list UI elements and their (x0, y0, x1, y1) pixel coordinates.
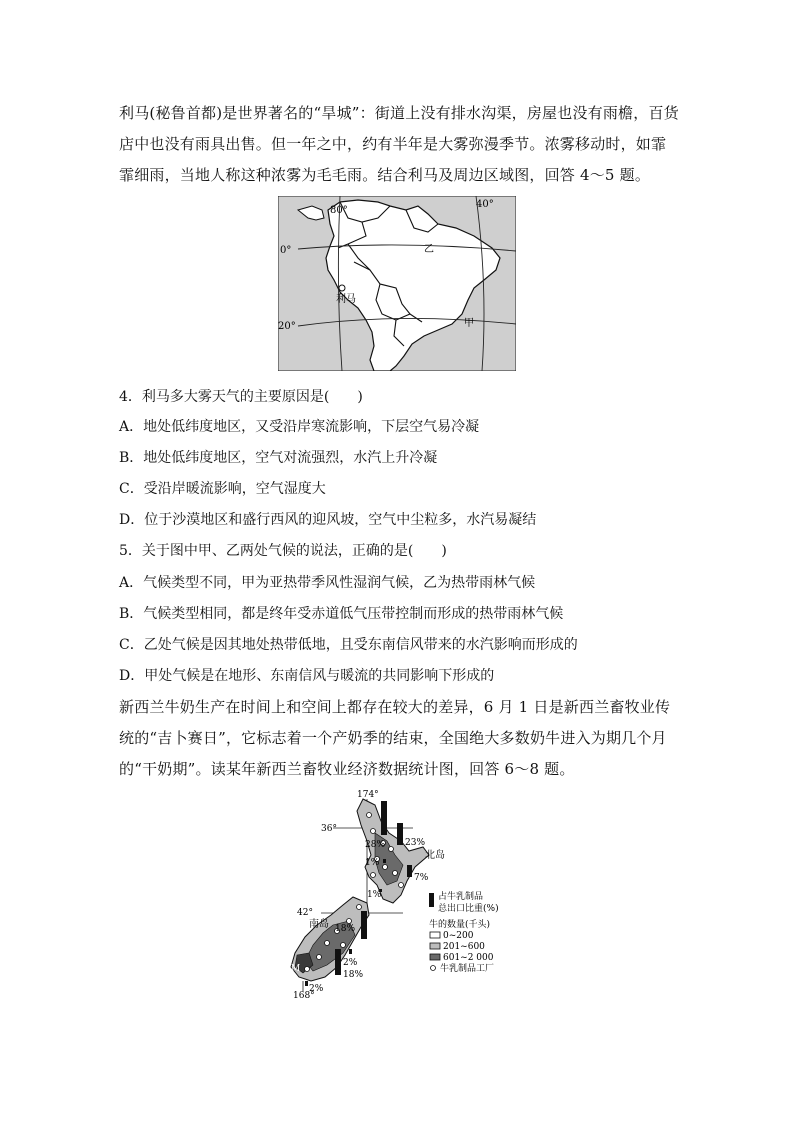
pct-label: 7% (414, 873, 429, 883)
q4-stem: 4．利马多大雾天气的主要原因是( ) (119, 389, 363, 405)
jia-label: 甲 (464, 318, 474, 329)
north-island-label: 北岛 (425, 850, 445, 861)
q5-option-c: C．乙处气候是因其地处热带低地，且受东南信风带来的水汽影响而形成的 (119, 637, 578, 653)
south-island-label: 南岛 (309, 919, 329, 930)
q4-option-c: C．受沿岸暖流影响，空气湿度大 (119, 481, 326, 497)
legend-cattle-3: 601~2 000 (443, 953, 494, 963)
legend-cattle-2: 201~600 (443, 942, 485, 952)
q5-option-a: A．气候类型不同，甲为亚热带季风性湿润气候，乙为热带雨林气候 (119, 575, 536, 591)
q4-option-a: A．地处低纬度地区，又受沿岸寒流影响，下层空气易冷凝 (119, 419, 480, 435)
yi-label: 乙 (424, 244, 434, 255)
lat-20-label: 20° (278, 321, 296, 332)
legend-factory: 牛乳制品工厂 (440, 964, 495, 974)
lon-40-label: 40° (476, 199, 494, 210)
q5-option-b: B．气候类型相同，都是终年受赤道低气压带控制而形成的热带雨林气候 (119, 606, 564, 622)
south-america-map (278, 196, 516, 371)
factory-icon (431, 966, 436, 971)
pct-label: 23% (405, 838, 426, 848)
pct-label: 18% (343, 970, 364, 980)
lon-80-label: 80° (330, 205, 348, 216)
legend-cattle-1: 0~200 (443, 931, 474, 941)
pct-label: 1% (367, 890, 382, 900)
pct-label: 18% (335, 924, 356, 934)
q4-option-d: D．位于沙漠地区和盛行西风的迎风坡，空气中尘粒多，水汽易凝结 (119, 512, 537, 528)
lon-168-label: 168° (293, 991, 315, 1001)
new-zealand-map (283, 785, 523, 1005)
q5-option-d: D．甲处气候是在地形、东南信风与暖流的共同影响下形成的 (119, 668, 495, 684)
pct-label: 2% (309, 984, 324, 994)
lat-42-label: 42° (297, 908, 313, 918)
lat-0-label: 0° (280, 245, 292, 256)
m-label: M (291, 964, 301, 974)
intro-paragraph-2: 新西兰牛奶生产在时间上和空间上都存在较大的差异，6 月 1 日是新西兰畜牧业传统的“吉卜赛日”，它标志着一个产奶季的结束，全国绝大多数奶牛进入为期几个月的“干奶期”。读某年新西兰畜牧业经济数据统计图，回答 6～8 题。 (119, 698, 671, 778)
lima-label: 利马 (336, 294, 356, 305)
q4-option-b: B．地处低纬度地区，空气对流强烈，水汽上升冷凝 (119, 450, 438, 466)
legend-bar-label-2: 总出口比重(%) (438, 904, 499, 914)
legend-bar-swatch (429, 893, 434, 907)
intro-paragraph-1: 利马(秘鲁首都)是世界著名的“旱城”：街道上没有排水沟渠，房屋也没有雨檐，百货店中也没有雨具出售。但一年之中，约有半年是大雾弥漫季节。浓雾移动时，如霏霏细雨，当地人称这种浓雾为毛毛雨。结合利马及周边区域图，回答 4～5 题。 (119, 104, 679, 184)
lima-marker (339, 285, 345, 291)
legend-cattle-title: 牛的数量(千头) (429, 920, 491, 930)
pct-label: 28% (365, 840, 386, 850)
q5-stem: 5．关于图中甲、乙两处气候的说法，正确的是( ) (119, 543, 447, 559)
lon-174-label: 174° (357, 790, 379, 800)
lat-36-label: 36° (321, 824, 337, 834)
pct-label: 1% (365, 858, 380, 868)
legend-bar-label-1: 占牛乳制品 (438, 892, 484, 902)
pct-label: 2% (343, 958, 358, 968)
